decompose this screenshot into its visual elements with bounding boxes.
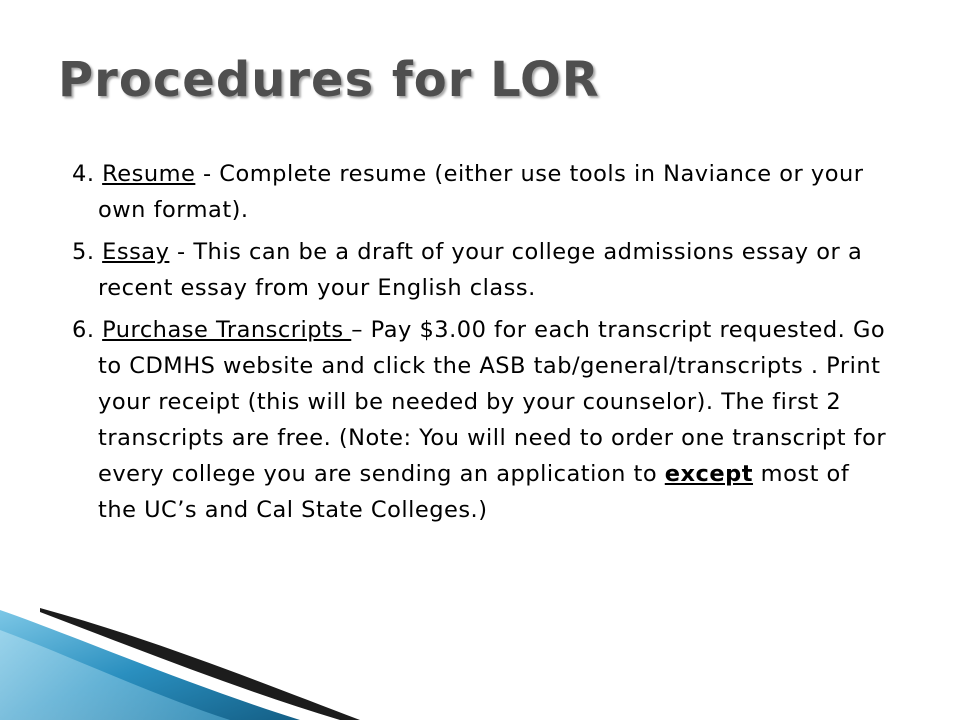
item-number: 5.: [72, 239, 103, 265]
item-number: 4.: [72, 161, 103, 187]
item-term: Resume: [102, 161, 196, 187]
item-emphasis: except: [664, 461, 754, 487]
item-term: Essay: [102, 239, 170, 265]
item-term: Purchase Transcripts: [102, 317, 352, 343]
item-number: 6.: [72, 317, 103, 343]
corner-decoration: [0, 590, 400, 720]
item-text-tail: most of the UC’s and Cal State Colleges.): [98, 461, 850, 523]
item-text: - Complete resume (either use tools in Naviance or your own format).: [98, 161, 864, 223]
item-text: – Pay $3.00 for each transcript requested. Go to CDMHS website and click the ASB tab/general/transcripts . Print your receipt (this will be needed by your counselor). The first 2 transcripts are free. (Note: You will need to order one transcript for every college you are sending an application to: [98, 317, 887, 487]
list-item-essay: [72, 234, 892, 306]
list-item-resume: [72, 156, 892, 228]
list-item-transcripts: [72, 312, 892, 528]
slide-body: [72, 156, 892, 534]
slide-title: Procedures for LOR: [58, 52, 600, 108]
item-text: - This can be a draft of your college admissions essay or a recent essay from your English class.: [98, 239, 863, 301]
